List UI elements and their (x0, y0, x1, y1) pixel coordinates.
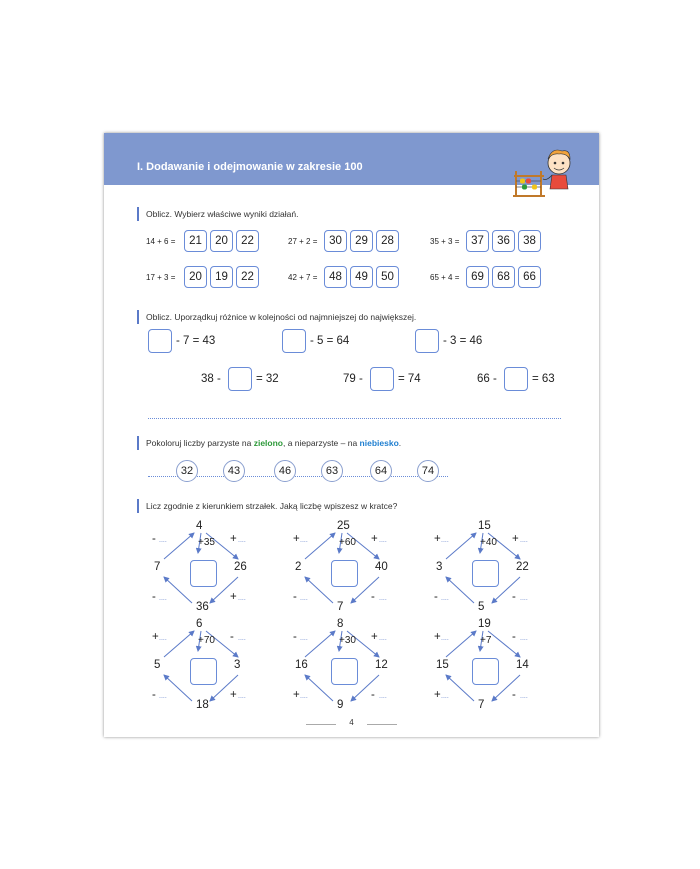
operator-bottom-left: - (152, 689, 156, 701)
answer-box[interactable] (190, 560, 217, 587)
equation-tail: - 5 = 64 (310, 335, 350, 347)
operator-top-right: + (371, 533, 378, 545)
page-number: 4 (349, 718, 354, 727)
operator-blank[interactable]: .... (159, 693, 167, 700)
operator-blank[interactable]: .... (520, 693, 528, 700)
answer-option[interactable]: 50 (376, 266, 399, 288)
answer-line[interactable] (148, 418, 561, 419)
right-number: 12 (375, 659, 388, 671)
right-number: 14 (516, 659, 529, 671)
ex2-instruction: Oblicz. Uporządkuj różnice w kolejności od najmniejszej do największej. (146, 312, 417, 322)
left-number: 16 (295, 659, 308, 671)
number-circle[interactable]: 32 (176, 460, 198, 482)
operator-bottom-right: + (230, 689, 237, 701)
operator-top-right: + (371, 631, 378, 643)
ex1-expression: 27 + 2 = (288, 237, 318, 246)
answer-box[interactable] (472, 560, 499, 587)
instruction-marker (137, 436, 139, 450)
bottom-number: 36 (196, 601, 209, 613)
operator-blank[interactable]: .... (441, 537, 449, 544)
operator-blank[interactable]: .... (379, 635, 387, 642)
operator-bottom-left: - (434, 591, 438, 603)
operator-top-left: - (293, 631, 297, 643)
instruction-marker (137, 207, 139, 221)
ex1-expression: 65 + 4 = (430, 273, 460, 282)
arrow-diagram (289, 521, 399, 613)
answer-option[interactable]: 48 (324, 266, 347, 288)
right-number: 22 (516, 561, 529, 573)
middle-operation: +7 (480, 635, 492, 646)
answer-option[interactable]: 30 (324, 230, 347, 252)
operator-blank[interactable]: .... (300, 635, 308, 642)
answer-option[interactable]: 22 (236, 266, 259, 288)
operator-blank[interactable]: .... (379, 595, 387, 602)
operator-blank[interactable]: .... (238, 537, 246, 544)
answer-box[interactable] (370, 367, 394, 391)
operator-bottom-left: + (293, 689, 300, 701)
answer-option[interactable]: 68 (492, 266, 515, 288)
operator-bottom-right: - (371, 591, 375, 603)
left-number: 3 (436, 561, 443, 573)
answer-box[interactable] (331, 560, 358, 587)
answer-option[interactable]: 38 (518, 230, 541, 252)
answer-option[interactable]: 21 (184, 230, 207, 252)
blue-word: niebiesko (359, 438, 399, 448)
arrow-diagram (148, 619, 258, 711)
operator-blank[interactable]: .... (238, 693, 246, 700)
answer-box[interactable] (331, 658, 358, 685)
operator-bottom-left: - (293, 591, 297, 603)
answer-option[interactable]: 29 (350, 230, 373, 252)
top-number: 6 (196, 618, 203, 630)
equation-tail: - 7 = 43 (176, 335, 216, 347)
right-number: 40 (375, 561, 388, 573)
answer-option[interactable]: 37 (466, 230, 489, 252)
answer-option[interactable]: 19 (210, 266, 233, 288)
operator-bottom-left: + (434, 689, 441, 701)
answer-box[interactable] (282, 329, 306, 353)
bottom-number: 9 (337, 699, 344, 711)
operator-blank[interactable]: .... (159, 635, 167, 642)
answer-box[interactable] (504, 367, 528, 391)
operator-top-right: - (230, 631, 234, 643)
equation-tail: = 74 (398, 373, 421, 385)
operator-blank[interactable]: .... (238, 635, 246, 642)
number-circle[interactable]: 63 (321, 460, 343, 482)
number-circle[interactable]: 46 (274, 460, 296, 482)
answer-box[interactable] (190, 658, 217, 685)
ex1-expression: 42 + 7 = (288, 273, 318, 282)
equation-tail: = 32 (256, 373, 279, 385)
answer-option[interactable]: 20 (184, 266, 207, 288)
operator-top-right: - (512, 631, 516, 643)
ex1-expression: 17 + 3 = (146, 273, 176, 282)
operator-blank[interactable]: .... (300, 595, 308, 602)
left-number: 2 (295, 561, 302, 573)
chapter-title: I. Dodawanie i odejmowanie w zakresie 100 (137, 161, 363, 173)
operator-bottom-right: - (371, 689, 375, 701)
arrow-diagram (430, 619, 540, 711)
number-circle[interactable]: 64 (370, 460, 392, 482)
right-number: 3 (234, 659, 241, 671)
operator-bottom-right: - (512, 591, 516, 603)
left-number: 15 (436, 659, 449, 671)
operator-blank[interactable]: .... (159, 537, 167, 544)
operator-blank[interactable]: .... (238, 595, 246, 602)
operator-blank[interactable]: .... (520, 635, 528, 642)
equation-tail: - 3 = 46 (443, 335, 483, 347)
operator-bottom-right: - (512, 689, 516, 701)
number-circle[interactable]: 43 (223, 460, 245, 482)
top-number: 15 (478, 520, 491, 532)
operator-bottom-right: + (230, 591, 237, 603)
boy-with-abacus-illustration (512, 137, 572, 197)
instruction-marker (137, 310, 139, 324)
equation-head: 66 - (477, 373, 497, 385)
operator-blank[interactable]: .... (520, 595, 528, 602)
left-number: 5 (154, 659, 161, 671)
bottom-number: 7 (478, 699, 485, 711)
green-word: zielono (253, 438, 283, 448)
middle-operation: +30 (339, 635, 356, 646)
middle-operation: +60 (339, 537, 356, 548)
right-number: 26 (234, 561, 247, 573)
answer-option[interactable]: 69 (466, 266, 489, 288)
middle-operation: +70 (198, 635, 215, 646)
answer-box[interactable] (415, 329, 439, 353)
operator-top-right: + (230, 533, 237, 545)
operator-bottom-left: - (152, 591, 156, 603)
chapter-header (104, 133, 599, 185)
middle-operation: +35 (198, 537, 215, 548)
left-number: 7 (154, 561, 161, 573)
operator-top-left: + (434, 631, 441, 643)
operator-blank[interactable]: .... (520, 537, 528, 544)
operator-blank[interactable]: .... (300, 537, 308, 544)
ex1-instruction: Oblicz. Wybierz właściwe wyniki działań. (146, 209, 299, 219)
answer-box[interactable] (472, 658, 499, 685)
arrow-diagram (430, 521, 540, 613)
operator-top-right: + (512, 533, 519, 545)
number-circle[interactable]: 74 (417, 460, 439, 482)
instruction-marker (137, 499, 139, 513)
answer-option[interactable]: 28 (376, 230, 399, 252)
footer-rule (367, 724, 397, 725)
answer-option[interactable]: 49 (350, 266, 373, 288)
answer-option[interactable]: 66 (518, 266, 541, 288)
answer-option[interactable]: 20 (210, 230, 233, 252)
operator-top-left: + (434, 533, 441, 545)
answer-option[interactable]: 36 (492, 230, 515, 252)
answer-box[interactable] (228, 367, 252, 391)
equation-head: 79 - (343, 373, 363, 385)
operator-blank[interactable]: .... (379, 693, 387, 700)
workbook-page (104, 133, 599, 737)
arrow-diagram (148, 521, 258, 613)
operator-blank[interactable]: .... (159, 595, 167, 602)
ex1-expression: 14 + 6 = (146, 237, 176, 246)
answer-option[interactable]: 22 (236, 230, 259, 252)
ex4-instruction: Licz zgodnie z kierunkiem strzałek. Jaką liczbę wpiszesz w kratce? (146, 501, 398, 511)
answer-box[interactable] (148, 329, 172, 353)
ex3-instruction: Pokoloruj liczby parzyste na zielono, a nieparzyste – na niebiesko. (146, 438, 402, 448)
top-number: 19 (478, 618, 491, 630)
operator-top-left: + (152, 631, 159, 643)
ex1-expression: 35 + 3 = (430, 237, 460, 246)
operator-blank[interactable]: .... (441, 693, 449, 700)
top-number: 4 (196, 520, 203, 532)
arrow-diagram (289, 619, 399, 711)
operator-top-left: - (152, 533, 156, 545)
top-number: 25 (337, 520, 350, 532)
operator-blank[interactable]: .... (441, 595, 449, 602)
equation-tail: = 63 (532, 373, 555, 385)
operator-blank[interactable]: .... (379, 537, 387, 544)
operator-blank[interactable]: .... (300, 693, 308, 700)
operator-blank[interactable]: .... (441, 635, 449, 642)
equation-head: 38 - (201, 373, 221, 385)
top-number: 8 (337, 618, 344, 630)
bottom-number: 7 (337, 601, 344, 613)
middle-operation: +40 (480, 537, 497, 548)
bottom-number: 18 (196, 699, 209, 711)
operator-top-left: + (293, 533, 300, 545)
bottom-number: 5 (478, 601, 485, 613)
